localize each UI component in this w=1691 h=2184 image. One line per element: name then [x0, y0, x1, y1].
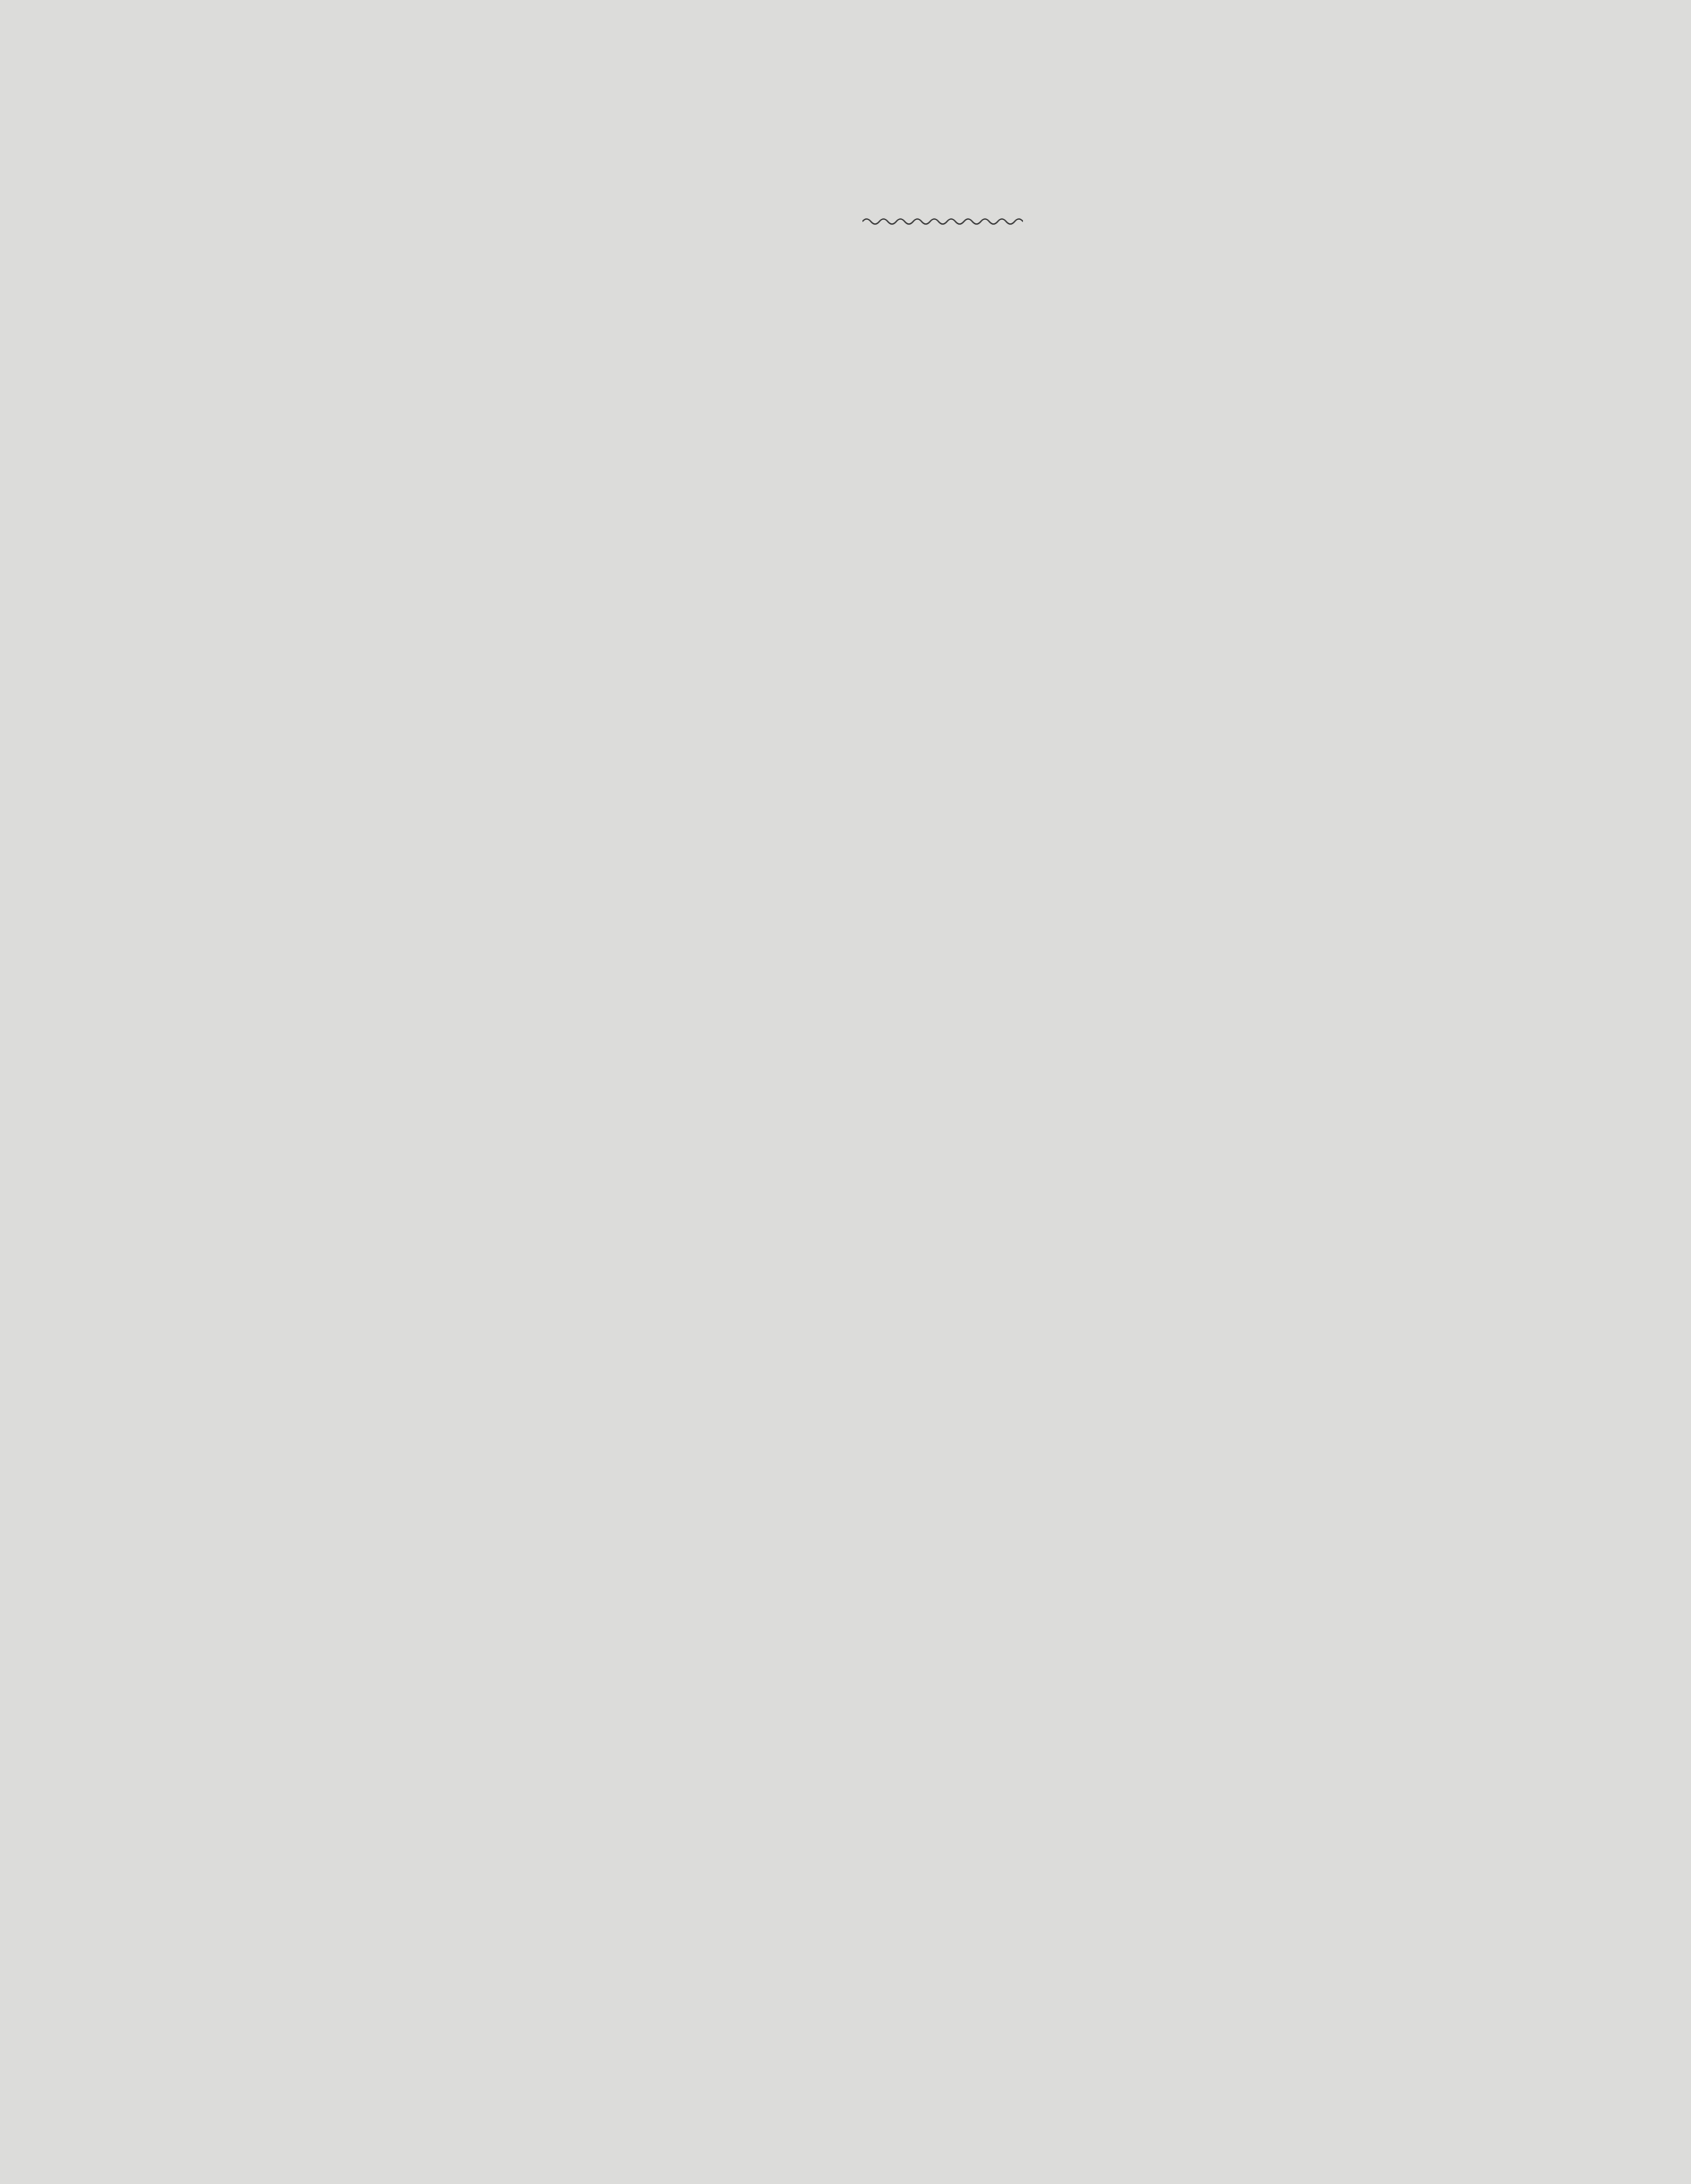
- wavy-rule: [862, 216, 1023, 227]
